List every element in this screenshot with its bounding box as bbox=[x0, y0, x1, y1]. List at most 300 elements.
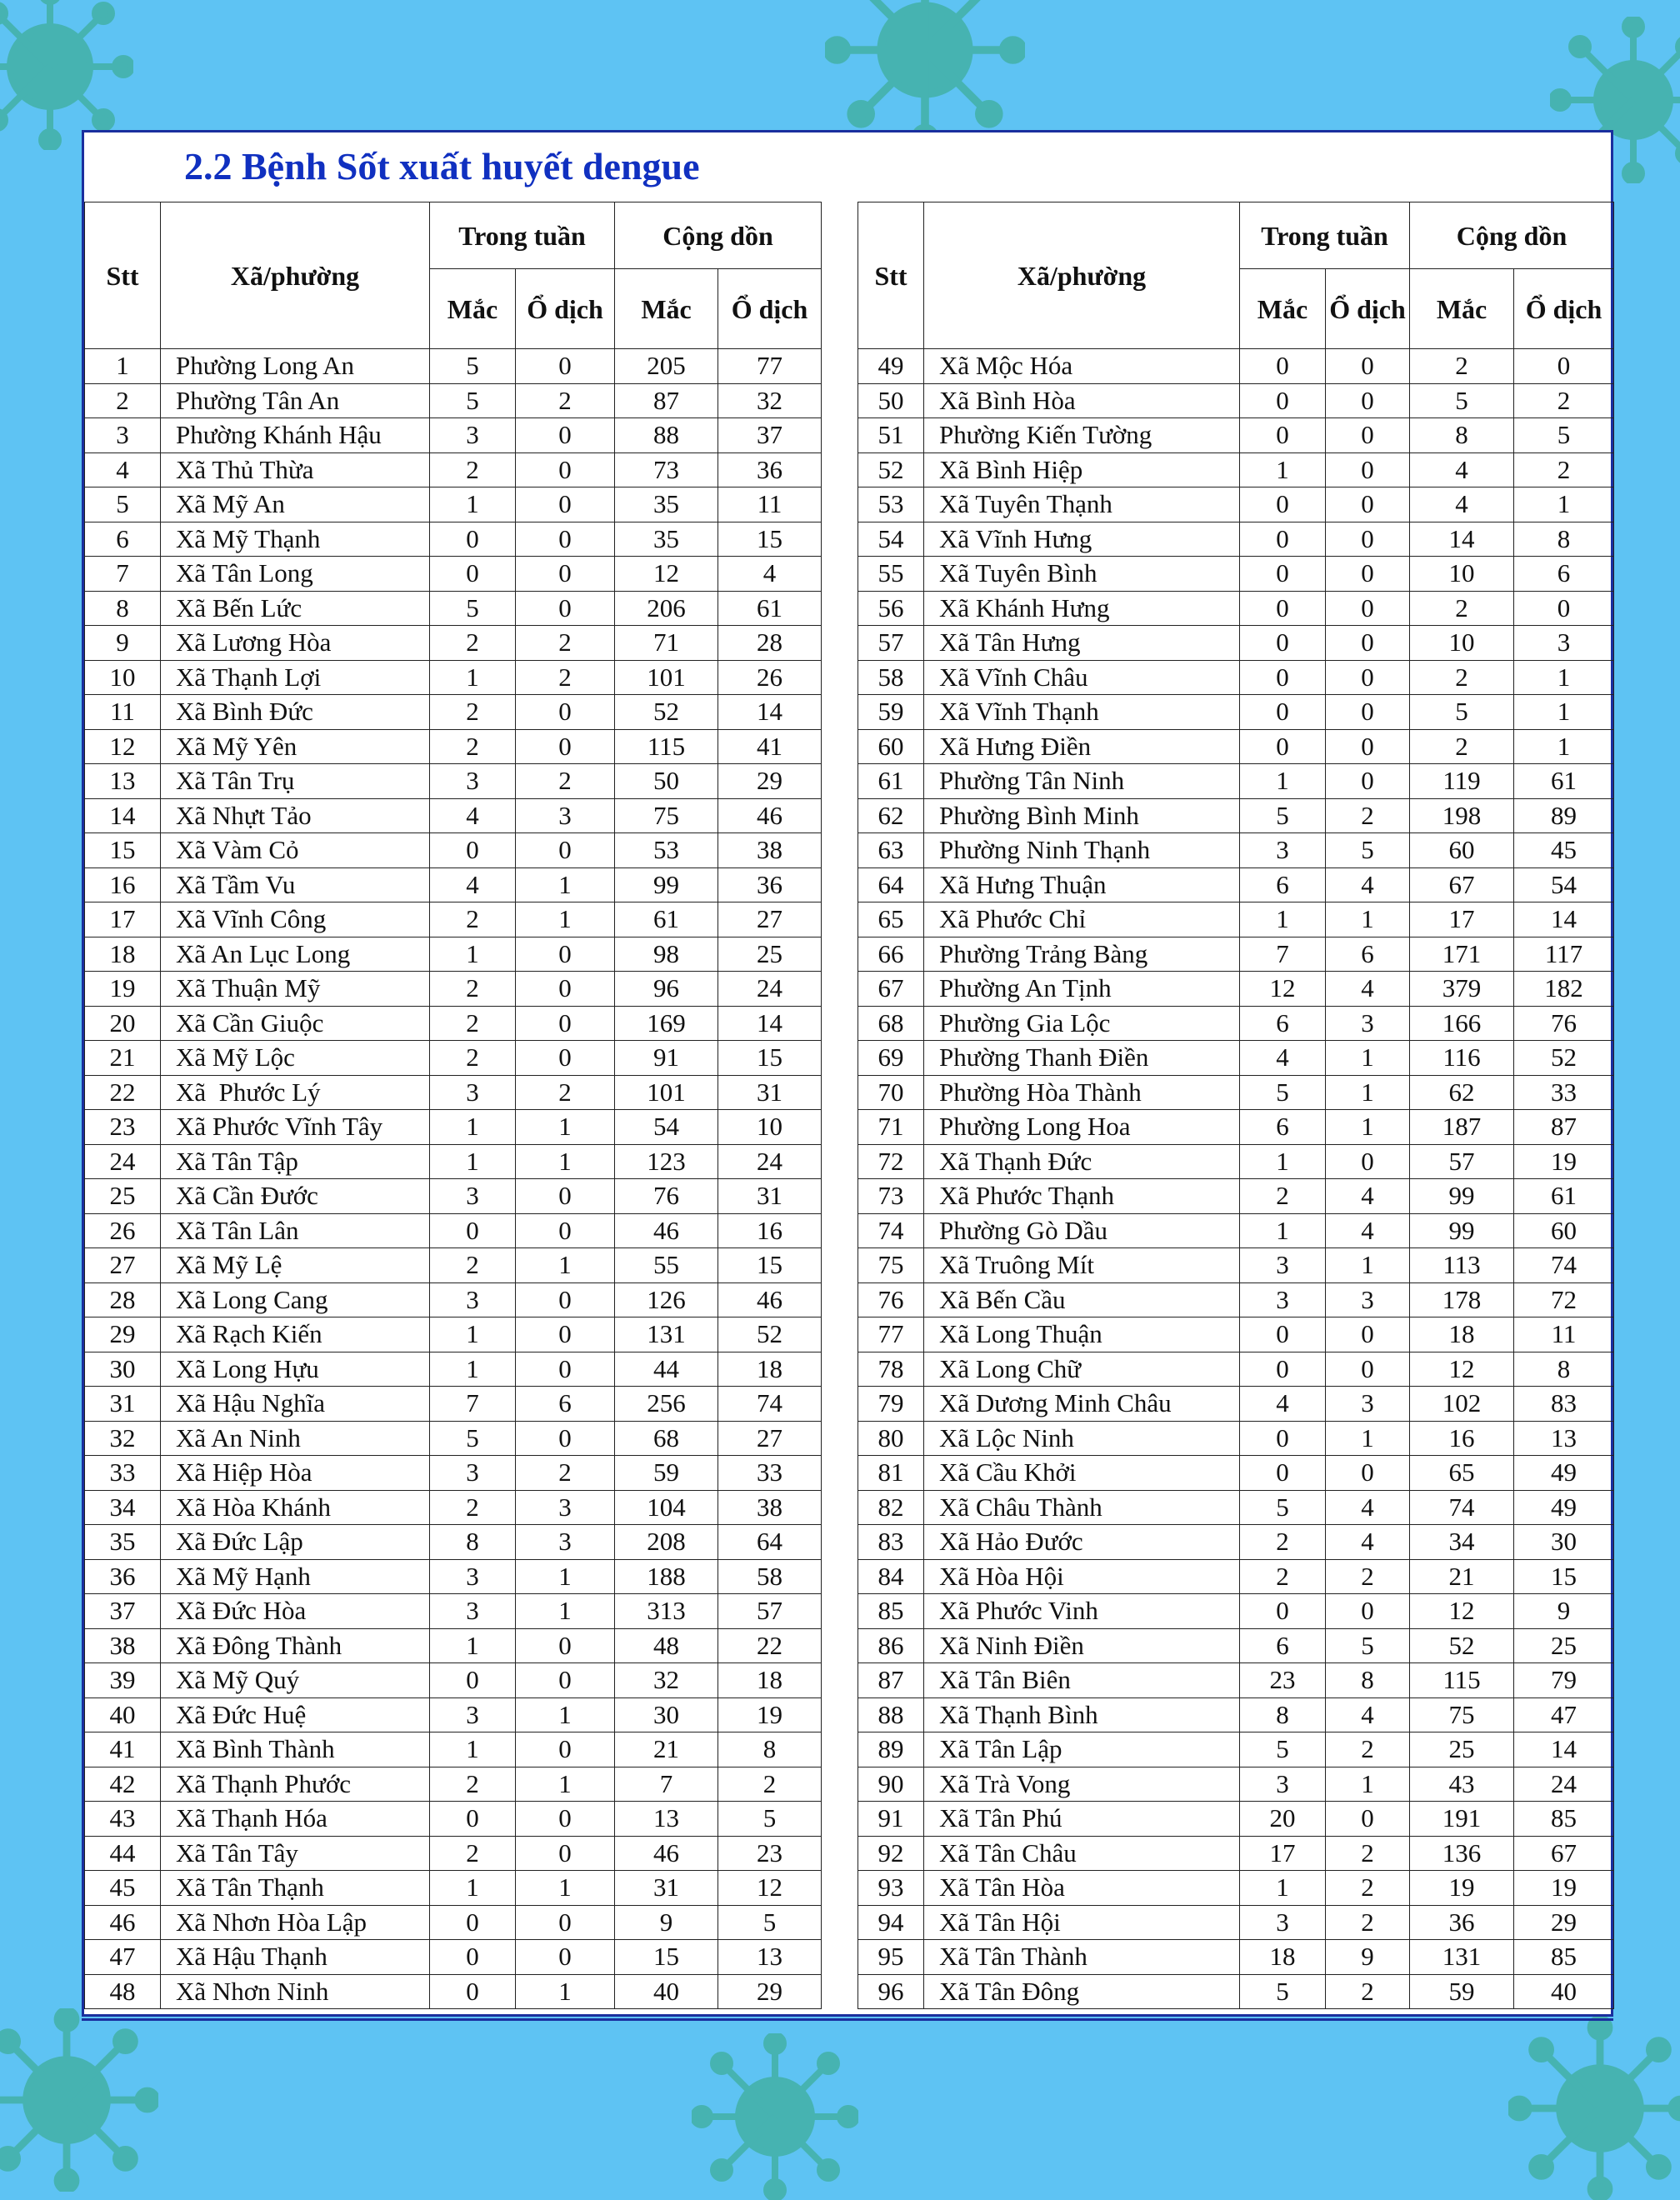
table-row bbox=[858, 1836, 1614, 1871]
cum-outbreak-cell: 16 bbox=[718, 1213, 822, 1248]
stt-cell: 12 bbox=[85, 729, 161, 764]
week-cases-cell: 0 bbox=[430, 1940, 516, 1975]
cum-outbreak-cell: 24 bbox=[718, 972, 822, 1007]
week-cases-cell: 5 bbox=[1240, 1490, 1326, 1525]
stt-cell: 19 bbox=[85, 972, 161, 1007]
cum-cases-cell: 187 bbox=[1410, 1110, 1514, 1145]
cum-cases-cell: 14 bbox=[1410, 522, 1514, 557]
cum-outbreak-cell: 1 bbox=[1514, 660, 1614, 695]
week-outbreak-cell: 2 bbox=[1326, 1974, 1410, 2009]
cum-outbreak-cell: 24 bbox=[1514, 1767, 1614, 1802]
name-cell: Phường Khánh Hậu bbox=[161, 418, 430, 453]
table-row bbox=[858, 1594, 1614, 1629]
name-cell: Xã Tân Tây bbox=[161, 1836, 430, 1871]
week-cases-cell: 2 bbox=[430, 902, 516, 938]
week-cases-cell: 0 bbox=[430, 833, 516, 868]
week-outbreak-cell: 0 bbox=[1326, 383, 1410, 418]
name-cell: Xã Tân Hội bbox=[924, 1905, 1240, 1940]
virus-icon bbox=[1508, 2017, 1680, 2200]
week-cases-cell: 1 bbox=[1240, 452, 1326, 488]
week-outbreak-cell: 0 bbox=[1326, 695, 1410, 730]
name-cell: Xã Mỹ Thạnh bbox=[161, 522, 430, 557]
stt-cell: 17 bbox=[85, 902, 161, 938]
week-outbreak-cell: 0 bbox=[516, 1041, 615, 1076]
week-cases-cell: 4 bbox=[430, 798, 516, 833]
name-cell: Xã Tân Long bbox=[161, 557, 430, 592]
header-cumulative: Cộng dồn bbox=[615, 202, 822, 269]
name-cell: Xã Bình Thành bbox=[161, 1732, 430, 1768]
cum-cases-cell: 59 bbox=[615, 1456, 718, 1491]
cum-outbreak-cell: 49 bbox=[1514, 1456, 1614, 1491]
week-outbreak-cell: 4 bbox=[1326, 1698, 1410, 1732]
name-cell: Xã Mỹ Yên bbox=[161, 729, 430, 764]
stt-cell: 38 bbox=[85, 1628, 161, 1663]
name-cell: Xã Tân Thành bbox=[924, 1940, 1240, 1975]
stt-cell: 75 bbox=[858, 1248, 924, 1283]
name-cell: Phường Tân Ninh bbox=[924, 764, 1240, 799]
week-outbreak-cell: 0 bbox=[516, 1802, 615, 1837]
cum-cases-cell: 104 bbox=[615, 1490, 718, 1525]
cum-cases-cell: 10 bbox=[1410, 626, 1514, 661]
header-cum-outbreak: Ổ dịch bbox=[1514, 269, 1614, 349]
cum-outbreak-cell: 76 bbox=[1514, 1006, 1614, 1041]
cum-outbreak-cell: 29 bbox=[1514, 1905, 1614, 1940]
table-row bbox=[85, 798, 822, 833]
cum-cases-cell: 52 bbox=[1410, 1628, 1514, 1663]
cum-outbreak-cell: 29 bbox=[718, 764, 822, 799]
cum-cases-cell: 50 bbox=[615, 764, 718, 799]
stt-cell: 25 bbox=[85, 1179, 161, 1214]
cum-outbreak-cell: 26 bbox=[718, 660, 822, 695]
cum-cases-cell: 99 bbox=[1410, 1213, 1514, 1248]
cum-cases-cell: 379 bbox=[1410, 972, 1514, 1007]
table-row bbox=[858, 452, 1614, 488]
table-row bbox=[85, 1525, 822, 1560]
week-outbreak-cell: 0 bbox=[1326, 1318, 1410, 1352]
cum-cases-cell: 35 bbox=[615, 488, 718, 522]
cum-cases-cell: 21 bbox=[615, 1732, 718, 1768]
cum-outbreak-cell: 1 bbox=[1514, 695, 1614, 730]
left-table bbox=[84, 202, 822, 2009]
cum-outbreak-cell: 22 bbox=[718, 1628, 822, 1663]
cum-cases-cell: 25 bbox=[1410, 1732, 1514, 1768]
name-cell: Xã Bến Lức bbox=[161, 591, 430, 626]
cum-outbreak-cell: 0 bbox=[1514, 591, 1614, 626]
section-title: 2.2 Bệnh Sốt xuất huyết dengue bbox=[184, 145, 700, 188]
week-cases-cell: 2 bbox=[1240, 1525, 1326, 1560]
stt-cell: 10 bbox=[85, 660, 161, 695]
cum-outbreak-cell: 72 bbox=[1514, 1282, 1614, 1318]
table-row bbox=[858, 833, 1614, 868]
week-outbreak-cell: 0 bbox=[516, 1905, 615, 1940]
cum-outbreak-cell: 8 bbox=[1514, 1352, 1614, 1387]
week-cases-cell: 3 bbox=[430, 1456, 516, 1491]
stt-cell: 18 bbox=[85, 937, 161, 972]
stt-cell: 31 bbox=[85, 1387, 161, 1422]
name-cell: Xã Tuyên Bình bbox=[924, 557, 1240, 592]
week-cases-cell: 0 bbox=[1240, 557, 1326, 592]
week-outbreak-cell: 2 bbox=[1326, 1871, 1410, 1906]
table-row bbox=[85, 1006, 822, 1041]
stt-cell: 34 bbox=[85, 1490, 161, 1525]
table-row bbox=[85, 1974, 822, 2009]
week-outbreak-cell: 0 bbox=[516, 591, 615, 626]
cum-cases-cell: 34 bbox=[1410, 1525, 1514, 1560]
week-cases-cell: 2 bbox=[430, 729, 516, 764]
table-row bbox=[858, 1041, 1614, 1076]
table-row bbox=[858, 660, 1614, 695]
table-row bbox=[858, 1525, 1614, 1560]
table-row bbox=[858, 1144, 1614, 1179]
stt-cell: 76 bbox=[858, 1282, 924, 1318]
cum-outbreak-cell: 77 bbox=[718, 349, 822, 384]
table-row bbox=[85, 1663, 822, 1698]
week-outbreak-cell: 0 bbox=[516, 1318, 615, 1352]
name-cell: Xã Đức Lập bbox=[161, 1525, 430, 1560]
stt-cell: 11 bbox=[85, 695, 161, 730]
stt-cell: 24 bbox=[85, 1144, 161, 1179]
cum-cases-cell: 256 bbox=[615, 1387, 718, 1422]
table-row bbox=[858, 1282, 1614, 1318]
table-row bbox=[85, 418, 822, 453]
cum-cases-cell: 96 bbox=[615, 972, 718, 1007]
cum-cases-cell: 55 bbox=[615, 1248, 718, 1283]
cum-outbreak-cell: 27 bbox=[718, 902, 822, 938]
name-cell: Phường Bình Minh bbox=[924, 798, 1240, 833]
week-cases-cell: 4 bbox=[1240, 1041, 1326, 1076]
name-cell: Xã Long Cang bbox=[161, 1282, 430, 1318]
table-row bbox=[85, 1802, 822, 1837]
week-outbreak-cell: 0 bbox=[516, 452, 615, 488]
stt-cell: 1 bbox=[85, 349, 161, 384]
week-cases-cell: 4 bbox=[1240, 1387, 1326, 1422]
week-outbreak-cell: 0 bbox=[516, 1732, 615, 1768]
stt-cell: 21 bbox=[85, 1041, 161, 1076]
week-cases-cell: 2 bbox=[1240, 1179, 1326, 1214]
cum-cases-cell: 131 bbox=[615, 1318, 718, 1352]
name-cell: Xã Tân Lập bbox=[924, 1732, 1240, 1768]
name-cell: Phường Thanh Điền bbox=[924, 1041, 1240, 1076]
cum-outbreak-cell: 41 bbox=[718, 729, 822, 764]
cum-cases-cell: 205 bbox=[615, 349, 718, 384]
name-cell: Xã Hậu Thạnh bbox=[161, 1940, 430, 1975]
table-row bbox=[858, 1559, 1614, 1594]
cum-outbreak-cell: 5 bbox=[718, 1802, 822, 1837]
table-row bbox=[85, 1179, 822, 1214]
stt-cell: 47 bbox=[85, 1940, 161, 1975]
stt-cell: 74 bbox=[858, 1213, 924, 1248]
cum-outbreak-cell: 15 bbox=[718, 1041, 822, 1076]
table-row bbox=[85, 729, 822, 764]
stt-cell: 79 bbox=[858, 1387, 924, 1422]
week-outbreak-cell: 1 bbox=[516, 1110, 615, 1145]
report-panel bbox=[82, 130, 1613, 2017]
week-cases-cell: 0 bbox=[1240, 1318, 1326, 1352]
week-cases-cell: 0 bbox=[1240, 418, 1326, 453]
cum-cases-cell: 75 bbox=[1410, 1698, 1514, 1732]
week-outbreak-cell: 0 bbox=[516, 1940, 615, 1975]
name-cell: Xã Thủ Thừa bbox=[161, 452, 430, 488]
name-cell: Xã Thạnh Phước bbox=[161, 1767, 430, 1802]
week-outbreak-cell: 4 bbox=[1326, 1213, 1410, 1248]
header-cum-cases: Mắc bbox=[1410, 269, 1514, 349]
name-cell: Xã Mỹ Quý bbox=[161, 1663, 430, 1698]
week-outbreak-cell: 0 bbox=[1326, 557, 1410, 592]
week-cases-cell: 3 bbox=[1240, 1248, 1326, 1283]
week-outbreak-cell: 8 bbox=[1326, 1663, 1410, 1698]
week-outbreak-cell: 0 bbox=[1326, 452, 1410, 488]
name-cell: Xã Trà Vong bbox=[924, 1767, 1240, 1802]
cum-cases-cell: 62 bbox=[1410, 1075, 1514, 1110]
stt-cell: 27 bbox=[85, 1248, 161, 1283]
stt-cell: 43 bbox=[85, 1802, 161, 1837]
week-outbreak-cell: 0 bbox=[516, 557, 615, 592]
name-cell: Xã Tầm Vu bbox=[161, 868, 430, 902]
cum-cases-cell: 19 bbox=[1410, 1871, 1514, 1906]
name-cell: Xã Tân Trụ bbox=[161, 764, 430, 799]
week-cases-cell: 1 bbox=[1240, 902, 1326, 938]
stt-cell: 44 bbox=[85, 1836, 161, 1871]
stt-cell: 50 bbox=[858, 383, 924, 418]
table-row bbox=[858, 1940, 1614, 1975]
stt-cell: 95 bbox=[858, 1940, 924, 1975]
table-row bbox=[858, 418, 1614, 453]
cum-outbreak-cell: 28 bbox=[718, 626, 822, 661]
stt-cell: 42 bbox=[85, 1767, 161, 1802]
week-cases-cell: 6 bbox=[1240, 868, 1326, 902]
week-outbreak-cell: 0 bbox=[516, 972, 615, 1007]
table-row bbox=[858, 488, 1614, 522]
week-cases-cell: 3 bbox=[430, 1179, 516, 1214]
cum-outbreak-cell: 46 bbox=[718, 1282, 822, 1318]
table-row bbox=[85, 1421, 822, 1456]
week-outbreak-cell: 1 bbox=[516, 868, 615, 902]
cum-outbreak-cell: 15 bbox=[718, 522, 822, 557]
stt-cell: 85 bbox=[858, 1594, 924, 1629]
stt-cell: 41 bbox=[85, 1732, 161, 1768]
week-outbreak-cell: 0 bbox=[516, 833, 615, 868]
stt-cell: 87 bbox=[858, 1663, 924, 1698]
stt-cell: 66 bbox=[858, 937, 924, 972]
cum-outbreak-cell: 47 bbox=[1514, 1698, 1614, 1732]
table-row bbox=[85, 937, 822, 972]
table-row bbox=[85, 1248, 822, 1283]
name-cell: Xã Bình Đức bbox=[161, 695, 430, 730]
name-cell: Xã Phước Vĩnh Tây bbox=[161, 1110, 430, 1145]
stt-cell: 70 bbox=[858, 1075, 924, 1110]
week-outbreak-cell: 0 bbox=[516, 349, 615, 384]
stt-cell: 3 bbox=[85, 418, 161, 453]
cum-cases-cell: 44 bbox=[615, 1352, 718, 1387]
table-row bbox=[85, 1110, 822, 1145]
week-cases-cell: 0 bbox=[430, 1213, 516, 1248]
cum-outbreak-cell: 40 bbox=[1514, 1974, 1614, 2009]
week-cases-cell: 3 bbox=[430, 1594, 516, 1629]
week-cases-cell: 8 bbox=[1240, 1698, 1326, 1732]
cum-outbreak-cell: 12 bbox=[718, 1871, 822, 1906]
stt-cell: 64 bbox=[858, 868, 924, 902]
cum-cases-cell: 53 bbox=[615, 833, 718, 868]
name-cell: Xã Bình Hòa bbox=[924, 383, 1240, 418]
week-outbreak-cell: 2 bbox=[516, 660, 615, 695]
name-cell: Phường Gò Dầu bbox=[924, 1213, 1240, 1248]
cum-cases-cell: 21 bbox=[1410, 1559, 1514, 1594]
week-cases-cell: 5 bbox=[430, 349, 516, 384]
name-cell: Phường Long Hoa bbox=[924, 1110, 1240, 1145]
cum-outbreak-cell: 85 bbox=[1514, 1940, 1614, 1975]
week-cases-cell: 5 bbox=[430, 383, 516, 418]
cum-cases-cell: 101 bbox=[615, 1075, 718, 1110]
cum-cases-cell: 31 bbox=[615, 1871, 718, 1906]
right-table bbox=[858, 202, 1614, 2009]
week-cases-cell: 7 bbox=[430, 1387, 516, 1422]
week-cases-cell: 2 bbox=[430, 452, 516, 488]
week-outbreak-cell: 2 bbox=[516, 383, 615, 418]
table-row bbox=[858, 1318, 1614, 1352]
week-cases-cell: 6 bbox=[1240, 1628, 1326, 1663]
stt-cell: 53 bbox=[858, 488, 924, 522]
cum-outbreak-cell: 74 bbox=[718, 1387, 822, 1422]
cum-outbreak-cell: 36 bbox=[718, 868, 822, 902]
stt-cell: 51 bbox=[858, 418, 924, 453]
week-outbreak-cell: 0 bbox=[516, 1421, 615, 1456]
week-outbreak-cell: 1 bbox=[516, 1698, 615, 1732]
name-cell: Xã Vĩnh Công bbox=[161, 902, 430, 938]
name-cell: Xã Hảo Đước bbox=[924, 1525, 1240, 1560]
week-outbreak-cell: 3 bbox=[1326, 1006, 1410, 1041]
name-cell: Phường An Tịnh bbox=[924, 972, 1240, 1007]
week-outbreak-cell: 1 bbox=[516, 1767, 615, 1802]
week-outbreak-cell: 1 bbox=[1326, 1110, 1410, 1145]
cum-outbreak-cell: 45 bbox=[1514, 833, 1614, 868]
cum-outbreak-cell: 36 bbox=[718, 452, 822, 488]
name-cell: Xã Thạnh Đức bbox=[924, 1144, 1240, 1179]
name-cell: Xã An Lục Long bbox=[161, 937, 430, 972]
week-cases-cell: 2 bbox=[430, 972, 516, 1007]
table-row bbox=[85, 452, 822, 488]
cum-cases-cell: 99 bbox=[615, 868, 718, 902]
name-cell: Phường Trảng Bàng bbox=[924, 937, 1240, 972]
cum-cases-cell: 115 bbox=[1410, 1663, 1514, 1698]
name-cell: Xã Thạnh Hóa bbox=[161, 1802, 430, 1837]
cum-outbreak-cell: 89 bbox=[1514, 798, 1614, 833]
cum-cases-cell: 2 bbox=[1410, 660, 1514, 695]
cum-outbreak-cell: 37 bbox=[718, 418, 822, 453]
cum-cases-cell: 116 bbox=[1410, 1041, 1514, 1076]
cum-outbreak-cell: 60 bbox=[1514, 1213, 1614, 1248]
cum-cases-cell: 2 bbox=[1410, 729, 1514, 764]
name-cell: Xã Mỹ Lệ bbox=[161, 1248, 430, 1283]
week-cases-cell: 3 bbox=[1240, 1282, 1326, 1318]
cum-cases-cell: 171 bbox=[1410, 937, 1514, 972]
cum-cases-cell: 9 bbox=[615, 1905, 718, 1940]
week-cases-cell: 3 bbox=[430, 1282, 516, 1318]
cum-outbreak-cell: 9 bbox=[1514, 1594, 1614, 1629]
virus-icon bbox=[0, 2008, 158, 2192]
virus-icon bbox=[692, 2033, 858, 2200]
name-cell: Xã Truông Mít bbox=[924, 1248, 1240, 1283]
week-outbreak-cell: 1 bbox=[516, 1559, 615, 1594]
cum-cases-cell: 59 bbox=[1410, 1974, 1514, 2009]
week-outbreak-cell: 2 bbox=[516, 764, 615, 799]
table-row bbox=[85, 1905, 822, 1940]
cum-outbreak-cell: 64 bbox=[718, 1525, 822, 1560]
week-cases-cell: 5 bbox=[1240, 1974, 1326, 2009]
cum-outbreak-cell: 13 bbox=[718, 1940, 822, 1975]
stt-cell: 46 bbox=[85, 1905, 161, 1940]
cum-outbreak-cell: 1 bbox=[1514, 729, 1614, 764]
week-cases-cell: 1 bbox=[1240, 1871, 1326, 1906]
stt-cell: 20 bbox=[85, 1006, 161, 1041]
week-cases-cell: 5 bbox=[1240, 1732, 1326, 1768]
week-outbreak-cell: 0 bbox=[1326, 1802, 1410, 1837]
name-cell: Phường Tân An bbox=[161, 383, 430, 418]
stt-cell: 52 bbox=[858, 452, 924, 488]
week-cases-cell: 18 bbox=[1240, 1940, 1326, 1975]
week-cases-cell: 3 bbox=[1240, 833, 1326, 868]
cum-cases-cell: 123 bbox=[615, 1144, 718, 1179]
week-outbreak-cell: 0 bbox=[516, 522, 615, 557]
week-cases-cell: 0 bbox=[1240, 660, 1326, 695]
week-outbreak-cell: 2 bbox=[1326, 1732, 1410, 1768]
week-cases-cell: 0 bbox=[430, 557, 516, 592]
week-outbreak-cell: 0 bbox=[1326, 1594, 1410, 1629]
week-outbreak-cell: 4 bbox=[1326, 1525, 1410, 1560]
week-outbreak-cell: 0 bbox=[516, 488, 615, 522]
week-cases-cell: 0 bbox=[1240, 695, 1326, 730]
week-cases-cell: 0 bbox=[1240, 1456, 1326, 1491]
cum-outbreak-cell: 52 bbox=[1514, 1041, 1614, 1076]
stt-cell: 72 bbox=[858, 1144, 924, 1179]
cum-outbreak-cell: 52 bbox=[718, 1318, 822, 1352]
name-cell: Xã Nhựt Tảo bbox=[161, 798, 430, 833]
name-cell: Xã Mỹ Lộc bbox=[161, 1041, 430, 1076]
week-cases-cell: 5 bbox=[1240, 1075, 1326, 1110]
name-cell: Xã Long Thuận bbox=[924, 1318, 1240, 1352]
stt-cell: 69 bbox=[858, 1041, 924, 1076]
week-cases-cell: 0 bbox=[1240, 488, 1326, 522]
name-cell: Xã Hòa Khánh bbox=[161, 1490, 430, 1525]
name-cell: Xã Phước Chỉ bbox=[924, 902, 1240, 938]
stt-cell: 4 bbox=[85, 452, 161, 488]
week-outbreak-cell: 0 bbox=[1326, 1352, 1410, 1387]
cum-outbreak-cell: 5 bbox=[718, 1905, 822, 1940]
cum-outbreak-cell: 2 bbox=[1514, 383, 1614, 418]
cum-cases-cell: 136 bbox=[1410, 1836, 1514, 1871]
table-row bbox=[858, 522, 1614, 557]
stt-cell: 15 bbox=[85, 833, 161, 868]
cum-outbreak-cell: 2 bbox=[718, 1767, 822, 1802]
week-cases-cell: 3 bbox=[430, 1075, 516, 1110]
cum-cases-cell: 52 bbox=[615, 695, 718, 730]
table-row bbox=[858, 1352, 1614, 1387]
header-week-cases: Mắc bbox=[1240, 269, 1326, 349]
table-row bbox=[858, 798, 1614, 833]
cum-outbreak-cell: 27 bbox=[718, 1421, 822, 1456]
table-row bbox=[85, 522, 822, 557]
cum-outbreak-cell: 8 bbox=[718, 1732, 822, 1768]
week-cases-cell: 0 bbox=[430, 1802, 516, 1837]
table-row bbox=[85, 1871, 822, 1906]
week-outbreak-cell: 0 bbox=[516, 1213, 615, 1248]
stt-cell: 77 bbox=[858, 1318, 924, 1352]
week-cases-cell: 1 bbox=[430, 1110, 516, 1145]
cum-cases-cell: 65 bbox=[1410, 1456, 1514, 1491]
stt-cell: 94 bbox=[858, 1905, 924, 1940]
cum-outbreak-cell: 31 bbox=[718, 1179, 822, 1214]
name-cell: Xã Đức Hòa bbox=[161, 1594, 430, 1629]
table-row bbox=[858, 729, 1614, 764]
